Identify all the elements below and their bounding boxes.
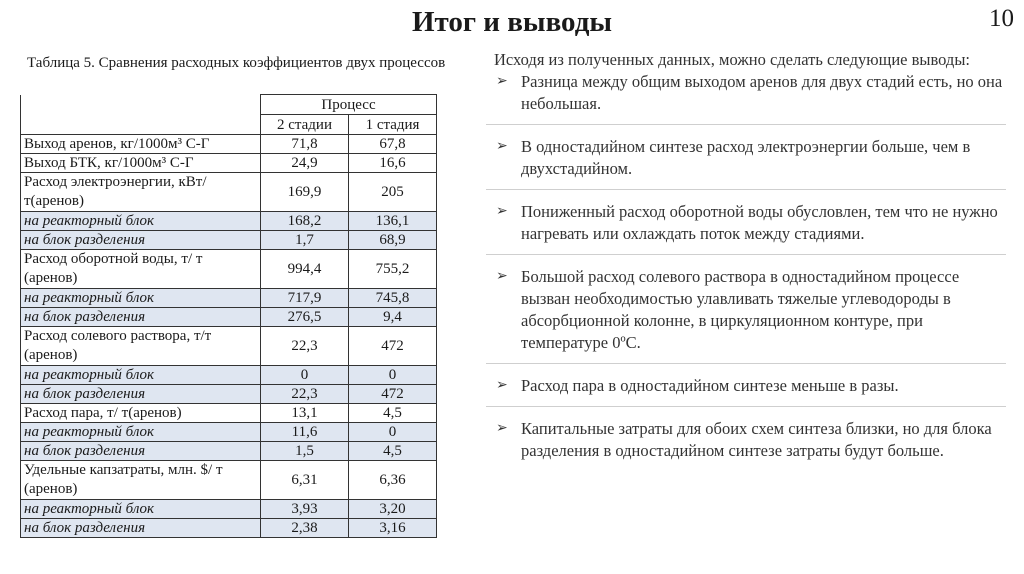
row-label: на блок разделения xyxy=(21,442,261,461)
arrow-bullet-icon: ➢ xyxy=(496,269,508,284)
conclusion-text: В одностадийном синтезе расход электроэнергии больше, чем в двухстадийном. xyxy=(521,137,971,178)
value-1-stage: 4,5 xyxy=(349,442,437,461)
value-2-stages: 22,3 xyxy=(261,385,349,404)
separator-line xyxy=(486,254,1006,255)
value-2-stages: 994,4 xyxy=(261,250,349,289)
table-row xyxy=(21,135,437,154)
table-row xyxy=(21,250,437,289)
table-row xyxy=(21,327,437,366)
value-1-stage: 67,8 xyxy=(349,135,437,154)
value-2-stages: 276,5 xyxy=(261,308,349,327)
comparison-table-body xyxy=(21,95,437,538)
row-label: на реакторный блок xyxy=(21,289,261,308)
table-header-col-1-stage: 1 стадия xyxy=(349,115,437,135)
table-header-col-2-stages: 2 стадии xyxy=(261,115,349,135)
value-1-stage: 205 xyxy=(349,173,437,212)
row-label: Расход оборотной воды, т/ т (аренов) xyxy=(21,250,261,289)
separator-line xyxy=(486,189,1006,190)
conclusions-intro: Исходя из полученных данных, можно сделать следующие выводы: xyxy=(494,50,970,69)
value-1-stage: 0 xyxy=(349,366,437,385)
conclusion-text: Капитальные затраты для обоих схем синтеза близки, но для блока разделения в одностадийном синтезе затраты будут больше. xyxy=(521,419,992,460)
row-label: на блок разделения xyxy=(21,385,261,404)
table-subrow xyxy=(21,385,437,404)
value-1-stage: 3,20 xyxy=(349,500,437,519)
value-2-stages: 71,8 xyxy=(261,135,349,154)
value-1-stage: 9,4 xyxy=(349,308,437,327)
page-number: 10 xyxy=(989,5,1014,32)
value-2-stages: 13,1 xyxy=(261,404,349,423)
conclusion-item xyxy=(486,266,1006,354)
row-label: Выход БТК, кг/1000м³ С-Г xyxy=(21,154,261,173)
arrow-bullet-icon: ➢ xyxy=(496,139,508,154)
comparison-table xyxy=(20,94,437,538)
conclusion-item xyxy=(486,201,1006,245)
conclusion-item xyxy=(486,375,1006,397)
value-1-stage: 68,9 xyxy=(349,231,437,250)
slide-title: Итог и выводы xyxy=(411,6,613,38)
value-1-stage: 6,36 xyxy=(349,461,437,500)
value-2-stages: 0 xyxy=(261,366,349,385)
row-label: на реакторный блок xyxy=(21,500,261,519)
table-header-empty-cell xyxy=(21,95,261,135)
row-label: на блок разделения xyxy=(21,308,261,327)
conclusion-text: Большой расход солевого раствора в одностадийном процессе вызван необходимостью улавливать тяжелые углеводороды в абсорбционной колонне, в циркуляционном контуре, при температуре 0ºС. xyxy=(521,267,960,352)
table-subrow xyxy=(21,289,437,308)
row-label: Расход электроэнергии, кВт/т(аренов) xyxy=(21,173,261,212)
arrow-bullet-icon: ➢ xyxy=(496,378,508,393)
table-subrow xyxy=(21,212,437,231)
row-label: Расход пара, т/ т(аренов) xyxy=(21,404,261,423)
conclusion-text: Пониженный расход оборотной воды обусловлен, тем что не нужно нагревать или охлаждать поток между стадиями. xyxy=(521,202,998,243)
separator-line xyxy=(486,363,1006,364)
value-2-stages: 3,93 xyxy=(261,500,349,519)
table-subrow xyxy=(21,231,437,250)
conclusion-text: Расход пара в одностадийном синтезе меньше в разы. xyxy=(521,376,899,395)
row-label: Выход аренов, кг/1000м³ С-Г xyxy=(21,135,261,154)
arrow-bullet-icon: ➢ xyxy=(496,421,508,436)
value-2-stages: 1,7 xyxy=(261,231,349,250)
value-2-stages: 2,38 xyxy=(261,519,349,538)
conclusion-text: Разница между общим выходом аренов для двух стадий есть, но она небольшая. xyxy=(521,72,1003,113)
table-subrow xyxy=(21,308,437,327)
value-2-stages: 1,5 xyxy=(261,442,349,461)
conclusion-item xyxy=(486,136,1006,180)
table-subrow xyxy=(21,423,437,442)
value-1-stage: 16,6 xyxy=(349,154,437,173)
table-row xyxy=(21,404,437,423)
value-1-stage: 3,16 xyxy=(349,519,437,538)
table-subrow xyxy=(21,519,437,538)
value-2-stages: 169,9 xyxy=(261,173,349,212)
value-1-stage: 755,2 xyxy=(349,250,437,289)
table-subrow xyxy=(21,366,437,385)
conclusion-item xyxy=(486,418,1006,462)
table-row xyxy=(21,461,437,500)
table-row xyxy=(21,173,437,212)
value-2-stages: 11,6 xyxy=(261,423,349,442)
value-2-stages: 6,31 xyxy=(261,461,349,500)
row-label: на блок разделения xyxy=(21,231,261,250)
conclusions-block xyxy=(486,49,1006,462)
value-1-stage: 472 xyxy=(349,385,437,404)
value-1-stage: 4,5 xyxy=(349,404,437,423)
row-label: Удельные капзатраты, млн. $/ т (аренов) xyxy=(21,461,261,500)
table-subrow xyxy=(21,500,437,519)
value-1-stage: 0 xyxy=(349,423,437,442)
conclusions-list xyxy=(486,71,1006,462)
row-label: на реакторный блок xyxy=(21,212,261,231)
separator-line xyxy=(486,406,1006,407)
row-label: на реакторный блок xyxy=(21,423,261,442)
row-label: на блок разделения xyxy=(21,519,261,538)
arrow-bullet-icon: ➢ xyxy=(496,74,508,89)
row-label: на реакторный блок xyxy=(21,366,261,385)
table-row xyxy=(21,154,437,173)
value-1-stage: 745,8 xyxy=(349,289,437,308)
value-2-stages: 22,3 xyxy=(261,327,349,366)
table-header-group: Процесс xyxy=(261,95,437,115)
value-2-stages: 717,9 xyxy=(261,289,349,308)
arrow-bullet-icon: ➢ xyxy=(496,204,508,219)
value-2-stages: 24,9 xyxy=(261,154,349,173)
conclusion-item xyxy=(486,71,1006,115)
table-subrow xyxy=(21,442,437,461)
row-label: Расход солевого раствора, т/т (аренов) xyxy=(21,327,261,366)
value-1-stage: 472 xyxy=(349,327,437,366)
value-2-stages: 168,2 xyxy=(261,212,349,231)
table-header-row xyxy=(21,95,437,115)
table-caption: Таблица 5. Сравнения расходных коэффициентов двух процессов xyxy=(27,55,446,71)
value-1-stage: 136,1 xyxy=(349,212,437,231)
separator-line xyxy=(486,124,1006,125)
